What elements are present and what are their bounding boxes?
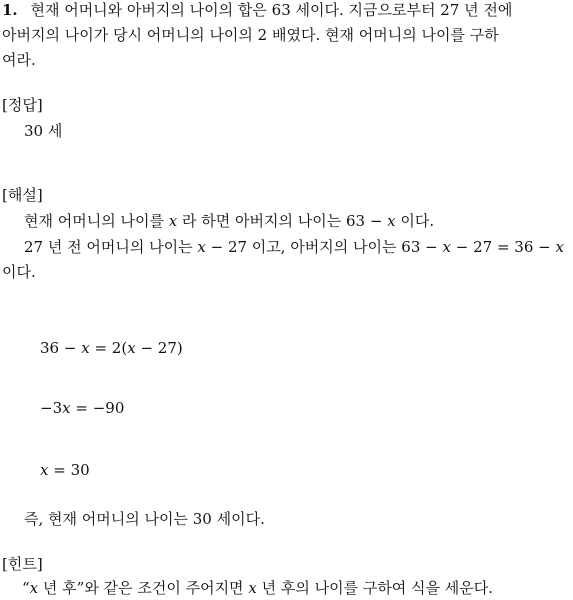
- equation-1: [40, 341, 183, 356]
- explanation-text: − 27 = 36 −: [455, 238, 551, 256]
- math-variable: x: [62, 399, 71, 417]
- equation-text: −3: [40, 399, 63, 417]
- hint-text-part: 년 후”와 같은 조건이 주어지면: [42, 579, 244, 597]
- equation-3: [40, 463, 90, 478]
- math-variable: x: [555, 238, 564, 256]
- math-variable: x: [29, 579, 39, 597]
- math-variable: x: [442, 238, 451, 256]
- hint-header: [힌트]: [2, 555, 43, 573]
- problem-text-1: 현재 어머니와 아버지의 나이의 합은 63 세이다. 지금으로부터 27 년 전에: [30, 1, 513, 19]
- explanation-conclusion: 즉, 현재 어머니의 나이는 30 세이다.: [24, 510, 265, 528]
- math-variable: x: [248, 579, 257, 597]
- math-variable: x: [197, 238, 206, 256]
- math-variable: x: [168, 212, 178, 230]
- hint-text: [22, 581, 493, 596]
- problem-number: 1.: [2, 1, 18, 19]
- explanation-text: 이다.: [400, 212, 435, 230]
- answer-value: 30 세: [24, 122, 63, 140]
- equation-text: − 27): [140, 339, 183, 357]
- math-variable: x: [40, 461, 49, 479]
- explanation-line-3: 이다.: [2, 263, 36, 281]
- hint-text-part: 년 후의 나이를 구하여 식을 세운다.: [261, 579, 494, 597]
- equation-2: [40, 401, 124, 416]
- explanation-text: 현재 어머니의 나이를: [24, 212, 164, 230]
- math-variable: x: [127, 339, 136, 357]
- problem-line-2: 아버지의 나이가 당시 어머니의 나이의 2 배였다. 현재 어머니의 나이를 구하: [2, 26, 499, 44]
- explanation-text: − 27 이고, 아버지의 나이는 63 −: [210, 238, 438, 256]
- math-variable: x: [81, 339, 90, 357]
- equation-text: = 30: [53, 461, 90, 479]
- explanation-line-2: [24, 240, 564, 255]
- problem-line-1: [2, 3, 512, 18]
- equation-text: = −90: [75, 399, 125, 417]
- explanation-line-1: [24, 214, 434, 229]
- answer-header: [정답]: [2, 96, 43, 114]
- equation-text: 36 −: [40, 339, 77, 357]
- explanation-text: 27 년 전 어머니의 나이는: [24, 238, 193, 256]
- problem-line-3: 여라.: [2, 51, 36, 69]
- hint-text-part: “: [22, 579, 30, 597]
- explanation-header: [해설]: [2, 186, 43, 204]
- math-variable: x: [387, 212, 396, 230]
- explanation-text: 라 하면 아버지의 나이는 63 −: [181, 212, 383, 230]
- equation-text: = 2(: [94, 339, 128, 357]
